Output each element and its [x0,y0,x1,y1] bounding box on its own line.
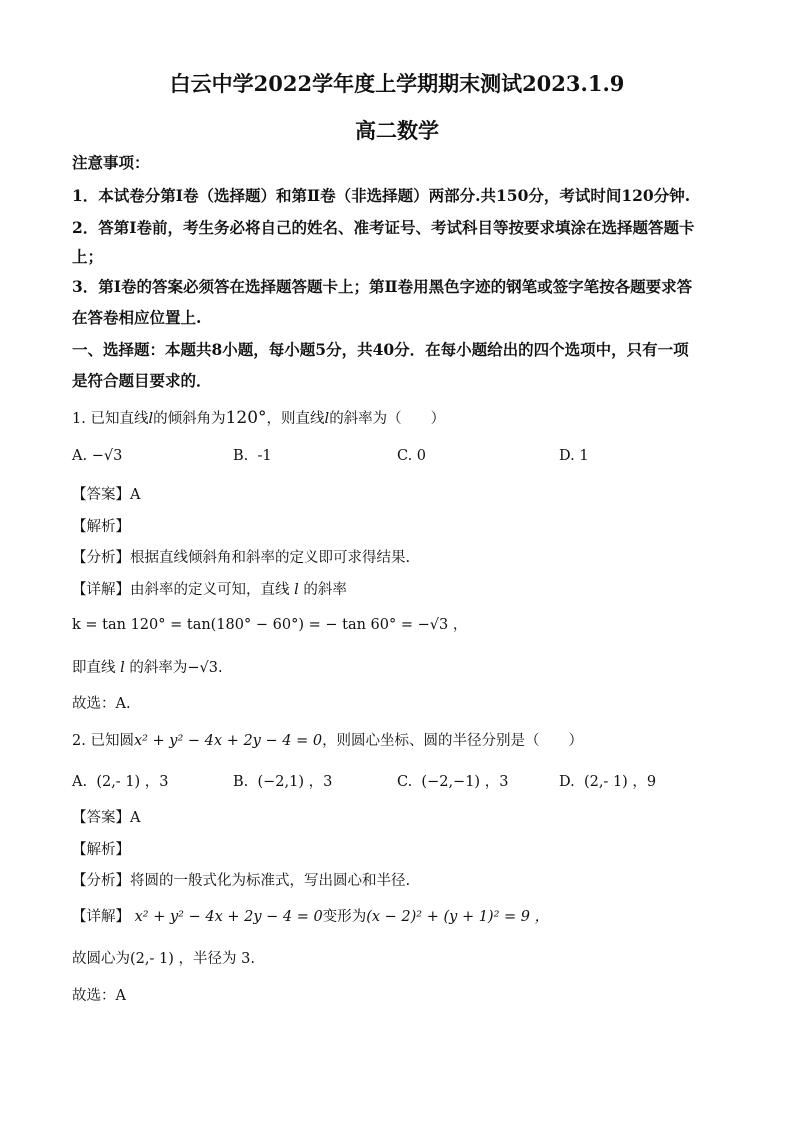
q2-answer: 【答案】A [72,810,141,826]
q2-option-b: B. (−2,1) ，3 [233,774,333,790]
q2-center: 故圆心为(2,- 1) ，半径为 3. [72,951,255,967]
q2-choose: 故选：A [72,988,126,1004]
q1-option-d: D. 1 [559,448,589,464]
q1-conclusion: 即直线 l 的斜率为−√3. [72,660,223,676]
note-item-3-line-2: 在答卷相应位置上. [72,308,202,327]
q2-option-c: C. (−2,−1) ，3 [397,774,509,790]
q1-formula: k = tan 120° = tan(180° − 60°) = − tan 60° = −√3 ， [72,617,468,633]
q1-answer: 【答案】A [72,487,141,503]
q1-angle: 120° [225,408,267,428]
section-1-line-2: 是符合题目要求的． [72,371,212,390]
q1-choose: 故选：A. [72,696,131,712]
q2-analysis-tag: 【解析】 [72,842,130,858]
q2-option-a: A. (2,- 1) ，3 [72,774,169,790]
note-item-2-line-2: 上； [72,247,104,266]
section-1-line-1: 一、选择题：本题共8小题，每小题5分，共40分．在每小题给出的四个选项中，只有一项 [72,340,689,359]
q1-stem: 1. 已知直线l的倾斜角为120°，则直线l的斜率为（ ） [72,408,446,428]
q1-options [72,448,722,468]
q1-option-a: A. −√3 [72,448,123,464]
exam-subtitle: 高二数学 [355,118,439,143]
q1-option-c: C. 0 [397,448,427,464]
q1-analysis-tag: 【解析】 [72,519,130,535]
q2-options [72,770,722,790]
q2-stem: 2. 已知圆x² + y² − 4x + 2y − 4 = 0，则圆心坐标、圆的半径分别是（ ） [72,733,584,749]
q1-option-b: B. -1 [233,448,272,464]
note-item-2-line-1: 2．答第Ⅰ卷前，考生务必将自己的姓名、准考证号、考试科目等按要求填涂在选择题答题卡 [72,218,695,237]
q2-equation: x² + y² − 4x + 2y − 4 = 0 [133,733,323,749]
note-item-3-line-1: 3．第Ⅰ卷的答案必须答在选择题答题卡上；第Ⅱ卷用黑色字迹的钢笔或签字笔按各题要求答 [72,277,693,296]
q1-fenxi: 【分析】根据直线倾斜角和斜率的定义即可求得结果. [72,550,411,566]
exam-title: 白云中学2022学年度上学期期末测试2023.1.9 [169,71,625,96]
note-item-1: 1．本试卷分第Ⅰ卷（选择题）和第Ⅱ卷（非选择题）两部分.共150分，考试时间120分钟. [72,186,691,205]
q1-detail: 【详解】由斜率的定义可知，直线 l 的斜率 [72,582,347,598]
notes-heading: 注意事项： [72,153,150,172]
q2-detail: 【详解】 x² + y² − 4x + 2y − 4 = 0变形为(x − 2)² + (y + 1)² = 9 ， [72,909,550,925]
q2-fenxi: 【分析】将圆的一般式化为标准式，写出圆心和半径. [72,873,411,889]
q2-option-d: D. (2,- 1) ，9 [559,774,657,790]
